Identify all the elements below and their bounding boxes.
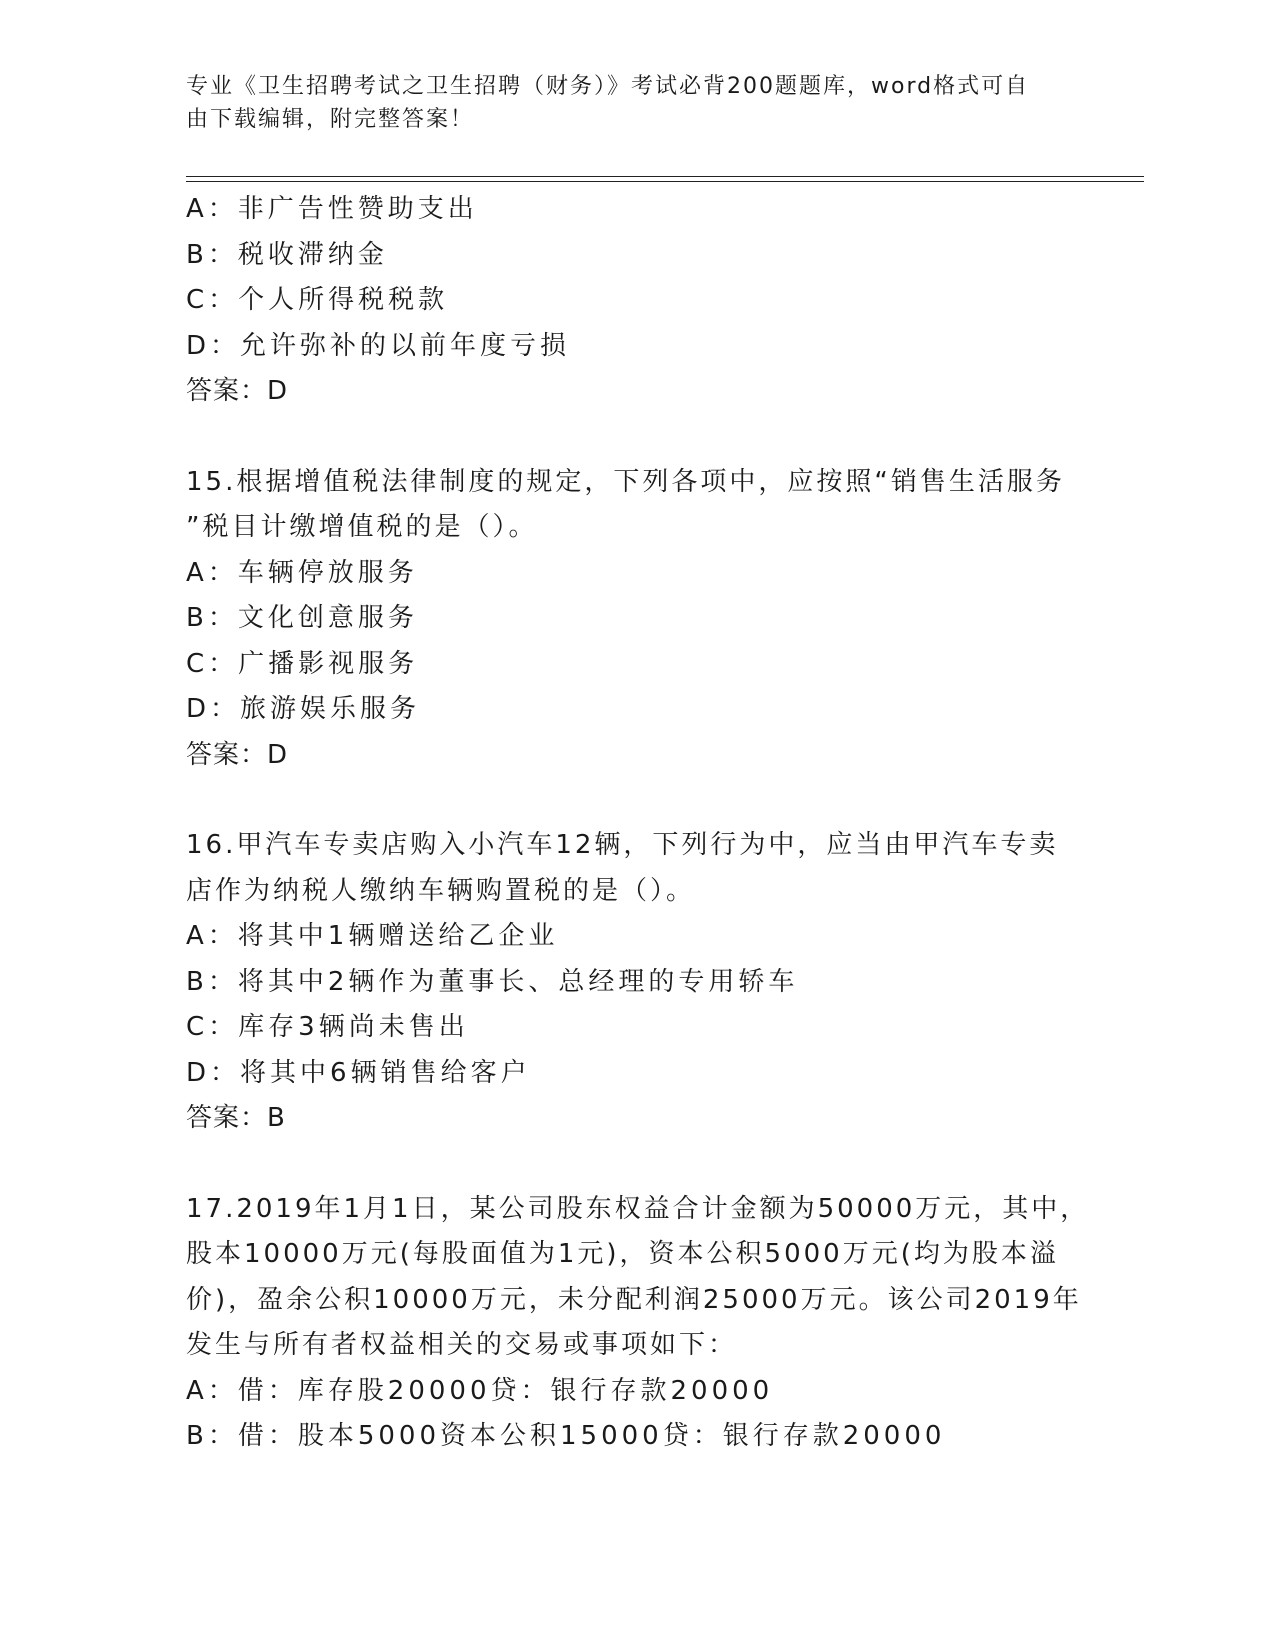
option-b: B：文化创意服务: [186, 603, 418, 633]
question-text-line: 16.甲汽车专卖店购入小汽车12辆，下列行为中，应当由甲汽车专卖: [186, 830, 1059, 860]
answer: 答案：D: [186, 739, 289, 770]
document-header: [186, 70, 1066, 136]
question-text-line: 店作为纳税人缴纳车辆购置税的是（）。: [186, 875, 696, 906]
option-a: A：车辆停放服务: [186, 557, 418, 588]
option-a: A：将其中1辆赠送给乙企业: [186, 921, 559, 951]
header-line-1: 专业《卫生招聘考试之卫生招聘（财务）》考试必背200题题库，word格式可自: [186, 74, 1030, 99]
option-b: B：借：股本5000资本公积15000贷：银行存款20000: [186, 1421, 946, 1451]
option-b: B：税收滞纳金: [186, 239, 388, 270]
question-16: [186, 823, 1066, 1142]
option-c: C：个人所得税税款: [186, 285, 449, 315]
answer: 答案：B: [186, 1103, 286, 1133]
question-14-tail: [186, 187, 1066, 415]
header-rule-bottom: [186, 181, 1144, 182]
question-content: [186, 187, 1090, 1460]
question-text-line: 价)，盈余公积10000万元，未分配利润25000万元。该公司2019年: [186, 1284, 1082, 1315]
option-a: A：借：库存股20000贷：银行存款20000: [186, 1375, 774, 1406]
question-text-line: 15.根据增值税法律制度的规定，下列各项中，应按照“销售生活服务: [186, 466, 1065, 497]
header-line-2: 由下载编辑，附完整答案！: [186, 107, 475, 132]
question-17: [186, 1187, 1090, 1460]
question-text-line: 17.2019年1月1日，某公司股东权益合计金额为50000万元，其中，: [186, 1193, 1090, 1224]
answer: 答案：D: [186, 376, 289, 406]
option-a: A：非广告性赞助支出: [186, 194, 478, 224]
option-d: D：允许弥补的以前年度亏损: [186, 330, 571, 361]
question-15: [186, 460, 1066, 779]
option-c: C：广播影视服务: [186, 648, 419, 679]
question-text-line: 发生与所有者权益相关的交易或事项如下：: [186, 1330, 738, 1360]
option-d: D：将其中6辆销售给客户: [186, 1057, 531, 1088]
option-c: C：库存3辆尚未售出: [186, 1012, 469, 1042]
option-d: D：旅游娱乐服务: [186, 694, 421, 724]
option-b: B：将其中2辆作为董事长、总经理的专用轿车: [186, 966, 799, 997]
question-text-line: 股本10000万元(每股面值为1元)，资本公积5000万元(均为股本溢: [186, 1239, 1059, 1269]
question-text-line: ”税目计缴增值税的是（）。: [186, 512, 538, 542]
header-rule-top: [186, 176, 1144, 177]
